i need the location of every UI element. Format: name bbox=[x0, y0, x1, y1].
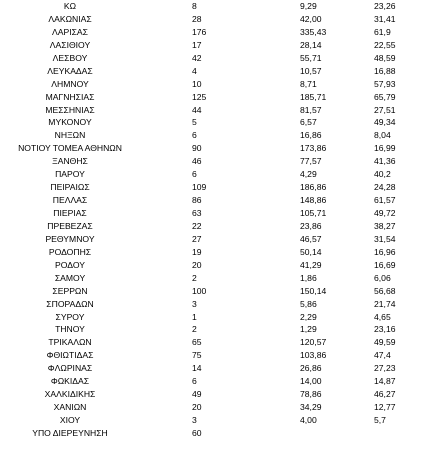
region-name-cell: ΛΑΚΩΝΙΑΣ bbox=[48, 13, 92, 24]
table-row bbox=[0, 116, 430, 129]
table-row bbox=[0, 401, 430, 414]
table-row bbox=[0, 52, 430, 65]
region-name-cell: ΣΥΡΟΥ bbox=[55, 311, 85, 322]
region-name-cell: ΧΑΛΚΙΔΙΚΗΣ bbox=[44, 389, 96, 400]
new-cases-cell: 2 bbox=[192, 272, 197, 283]
average-cell: 81,57 bbox=[300, 104, 322, 115]
table-row bbox=[0, 259, 430, 272]
average-cell: 6,57 bbox=[300, 117, 317, 128]
region-name-cell: ΦΩΚΙΔΑΣ bbox=[50, 376, 90, 387]
region-name-cell: ΝΟΤΙΟΥ ΤΟΜΕΑ ΑΘΗΝΩΝ bbox=[18, 143, 122, 154]
region-name-cell: ΠΙΕΡΙΑΣ bbox=[53, 208, 87, 218]
average-cell: 105,71 bbox=[300, 208, 327, 218]
table-row bbox=[0, 129, 430, 142]
rate-cell: 40,2 bbox=[374, 169, 391, 180]
rate-cell: 8,04 bbox=[374, 130, 391, 141]
average-cell: 10,57 bbox=[300, 65, 322, 76]
rate-cell: 16,96 bbox=[374, 246, 396, 257]
region-name-cell: ΠΡΕΒΕΖΑΣ bbox=[47, 220, 93, 231]
table-row bbox=[0, 168, 430, 181]
average-cell: 1,86 bbox=[300, 272, 317, 283]
new-cases-cell: 6 bbox=[192, 376, 197, 387]
rate-cell: 12,77 bbox=[374, 402, 396, 413]
new-cases-cell: 100 bbox=[192, 285, 207, 296]
region-name-cell: ΦΘΙΩΤΙΔΑΣ bbox=[46, 350, 94, 361]
rate-cell: 22,55 bbox=[374, 39, 396, 50]
table-row bbox=[0, 285, 430, 298]
average-cell: 14,00 bbox=[300, 376, 322, 387]
new-cases-cell: 28 bbox=[192, 13, 202, 24]
new-cases-cell: 8 bbox=[192, 1, 197, 11]
new-cases-cell: 109 bbox=[192, 182, 207, 193]
table-row bbox=[0, 155, 430, 168]
table-row bbox=[0, 388, 430, 401]
average-cell: 77,57 bbox=[300, 156, 322, 167]
average-cell: 4,00 bbox=[300, 415, 317, 425]
rate-cell: 5,7 bbox=[374, 415, 386, 425]
region-name-cell: ΛΕΣΒΟΥ bbox=[52, 52, 88, 63]
average-cell: 34,29 bbox=[300, 402, 322, 413]
average-cell: 55,71 bbox=[300, 52, 322, 63]
table-row bbox=[0, 91, 430, 104]
table-row bbox=[0, 78, 430, 91]
average-cell: 5,86 bbox=[300, 298, 317, 309]
region-name-cell: ΣΠΟΡΑΔΩΝ bbox=[46, 298, 94, 309]
average-cell: 120,57 bbox=[300, 337, 327, 348]
rate-cell: 49,72 bbox=[374, 208, 396, 218]
region-name-cell: ΠΕΛΛΑΣ bbox=[52, 195, 88, 206]
new-cases-cell: 4 bbox=[192, 65, 197, 76]
region-name-cell: ΜΥΚΟΝΟΥ bbox=[48, 117, 92, 128]
new-cases-cell: 75 bbox=[192, 350, 202, 361]
rate-cell: 27,51 bbox=[374, 104, 396, 115]
region-name-cell: ΦΛΩΡΙΝΑΣ bbox=[47, 363, 93, 374]
average-cell: 50,14 bbox=[300, 246, 322, 257]
new-cases-cell: 42 bbox=[192, 52, 202, 63]
table-row bbox=[0, 414, 430, 427]
rate-cell: 65,79 bbox=[374, 91, 396, 102]
region-name-cell: ΥΠΟ ΔΙΕΡΕΥΝΗΣΗ bbox=[32, 427, 108, 438]
table-row bbox=[0, 375, 430, 388]
region-name-cell: ΣΕΡΡΩΝ bbox=[52, 285, 88, 296]
rate-cell: 6,06 bbox=[374, 272, 391, 283]
average-cell: 26,86 bbox=[300, 363, 322, 374]
rate-cell: 14,87 bbox=[374, 376, 396, 387]
average-cell: 23,86 bbox=[300, 220, 322, 231]
table-row bbox=[0, 104, 430, 117]
rate-cell: 46,27 bbox=[374, 389, 396, 400]
rate-cell: 16,99 bbox=[374, 143, 396, 154]
region-name-cell: ΡΟΔΟΠΗΣ bbox=[48, 246, 92, 257]
rate-cell: 49,59 bbox=[374, 337, 396, 348]
region-name-cell: ΛΕΥΚΑΔΑΣ bbox=[47, 65, 93, 76]
rate-cell: 48,59 bbox=[374, 52, 396, 63]
table-row bbox=[0, 246, 430, 259]
region-name-cell: ΡΟΔΟΥ bbox=[55, 259, 85, 270]
new-cases-cell: 46 bbox=[192, 156, 202, 167]
table-row bbox=[0, 323, 430, 336]
average-cell: 28,14 bbox=[300, 39, 322, 50]
rate-cell: 16,88 bbox=[374, 65, 396, 76]
new-cases-cell: 27 bbox=[192, 233, 202, 244]
new-cases-cell: 1 bbox=[192, 311, 197, 322]
new-cases-cell: 90 bbox=[192, 143, 202, 154]
average-cell: 2,29 bbox=[300, 311, 317, 322]
table-row bbox=[0, 233, 430, 246]
new-cases-cell: 5 bbox=[192, 117, 197, 128]
table-row bbox=[0, 336, 430, 349]
rate-cell: 31,54 bbox=[374, 233, 396, 244]
rate-cell: 4,65 bbox=[374, 311, 391, 322]
region-name-cell: ΝΗΞΩΝ bbox=[54, 130, 86, 141]
rate-cell: 23,16 bbox=[374, 324, 396, 335]
rate-cell: 24,28 bbox=[374, 182, 396, 193]
table-row bbox=[0, 39, 430, 52]
new-cases-cell: 176 bbox=[192, 26, 207, 37]
rate-cell: 49,34 bbox=[374, 117, 396, 128]
new-cases-cell: 3 bbox=[192, 415, 197, 425]
average-cell: 186,86 bbox=[300, 182, 327, 193]
table-row bbox=[0, 13, 430, 26]
table-row bbox=[0, 427, 430, 440]
new-cases-cell: 19 bbox=[192, 246, 202, 257]
rate-cell: 41,36 bbox=[374, 156, 396, 167]
rate-cell: 61,57 bbox=[374, 195, 396, 206]
average-cell: 173,86 bbox=[300, 143, 327, 154]
rate-cell: 61,9 bbox=[374, 26, 391, 37]
table-row bbox=[0, 0, 430, 13]
rate-cell: 38,27 bbox=[374, 220, 396, 231]
new-cases-cell: 2 bbox=[192, 324, 197, 335]
region-name-cell: ΠΕΙΡΑΙΩΣ bbox=[50, 182, 90, 193]
average-cell: 1,29 bbox=[300, 324, 317, 335]
region-name-cell: ΤΡΙΚΑΛΩΝ bbox=[48, 337, 92, 348]
region-name-cell: ΣΑΜΟΥ bbox=[54, 272, 86, 283]
average-cell: 103,86 bbox=[300, 350, 327, 361]
new-cases-cell: 6 bbox=[192, 130, 197, 141]
new-cases-cell: 125 bbox=[192, 91, 207, 102]
region-name-cell: ΜΑΓΝΗΣΙΑΣ bbox=[45, 91, 95, 102]
new-cases-cell: 60 bbox=[192, 427, 202, 438]
rate-cell: 47,4 bbox=[374, 350, 391, 361]
rate-cell: 27,23 bbox=[374, 363, 396, 374]
average-cell: 4,29 bbox=[300, 169, 317, 180]
new-cases-cell: 20 bbox=[192, 402, 202, 413]
new-cases-cell: 22 bbox=[192, 220, 202, 231]
table-row bbox=[0, 181, 430, 194]
average-cell: 150,14 bbox=[300, 285, 327, 296]
average-cell: 185,71 bbox=[300, 91, 327, 102]
region-name-cell: ΚΩ bbox=[63, 1, 77, 11]
table-row bbox=[0, 194, 430, 207]
table-row bbox=[0, 142, 430, 155]
average-cell: 335,43 bbox=[300, 26, 327, 37]
table-row bbox=[0, 311, 430, 324]
average-cell: 8,71 bbox=[300, 78, 317, 89]
new-cases-cell: 20 bbox=[192, 259, 202, 270]
average-cell: 9,29 bbox=[300, 1, 317, 11]
new-cases-cell: 17 bbox=[192, 39, 202, 50]
rate-cell: 31,41 bbox=[374, 13, 396, 24]
region-name-cell: ΜΕΣΣΗΝΙΑΣ bbox=[45, 104, 95, 115]
new-cases-cell: 14 bbox=[192, 363, 202, 374]
table-row bbox=[0, 298, 430, 311]
new-cases-cell: 3 bbox=[192, 298, 197, 309]
region-name-cell: ΞΑΝΘΗΣ bbox=[52, 156, 88, 167]
table-row bbox=[0, 220, 430, 233]
average-cell: 46,57 bbox=[300, 233, 322, 244]
new-cases-cell: 6 bbox=[192, 169, 197, 180]
average-cell: 78,86 bbox=[300, 389, 322, 400]
table-row bbox=[0, 349, 430, 362]
table-row bbox=[0, 207, 430, 220]
average-cell: 41,29 bbox=[300, 259, 322, 270]
new-cases-cell: 49 bbox=[192, 389, 202, 400]
region-name-cell: ΛΑΣΙΘΙΟΥ bbox=[49, 39, 91, 50]
new-cases-cell: 63 bbox=[192, 208, 202, 218]
rate-cell: 57,93 bbox=[374, 78, 396, 89]
average-cell: 148,86 bbox=[300, 195, 327, 206]
region-name-cell: ΧΙΟΥ bbox=[59, 415, 81, 425]
rate-cell: 56,68 bbox=[374, 285, 396, 296]
average-cell: 42,00 bbox=[300, 13, 322, 24]
new-cases-cell: 10 bbox=[192, 78, 202, 89]
rate-cell: 23,26 bbox=[374, 1, 396, 11]
new-cases-cell: 44 bbox=[192, 104, 202, 115]
table-row bbox=[0, 362, 430, 375]
region-name-cell: ΧΑΝΙΩΝ bbox=[53, 402, 87, 413]
region-name-cell: ΠΑΡΟΥ bbox=[55, 169, 85, 180]
region-name-cell: ΤΗΝΟΥ bbox=[55, 324, 85, 335]
new-cases-cell: 65 bbox=[192, 337, 202, 348]
region-name-cell: ΛΑΡΙΣΑΣ bbox=[52, 26, 88, 37]
average-cell: 16,86 bbox=[300, 130, 322, 141]
table-row bbox=[0, 26, 430, 39]
rate-cell: 16,69 bbox=[374, 259, 396, 270]
new-cases-cell: 86 bbox=[192, 195, 202, 206]
table-row bbox=[0, 65, 430, 78]
region-name-cell: ΛΗΜΝΟΥ bbox=[51, 78, 89, 89]
table-row bbox=[0, 272, 430, 285]
region-name-cell: ΡΕΘΥΜΝΟΥ bbox=[45, 233, 95, 244]
rate-cell: 21,74 bbox=[374, 298, 396, 309]
